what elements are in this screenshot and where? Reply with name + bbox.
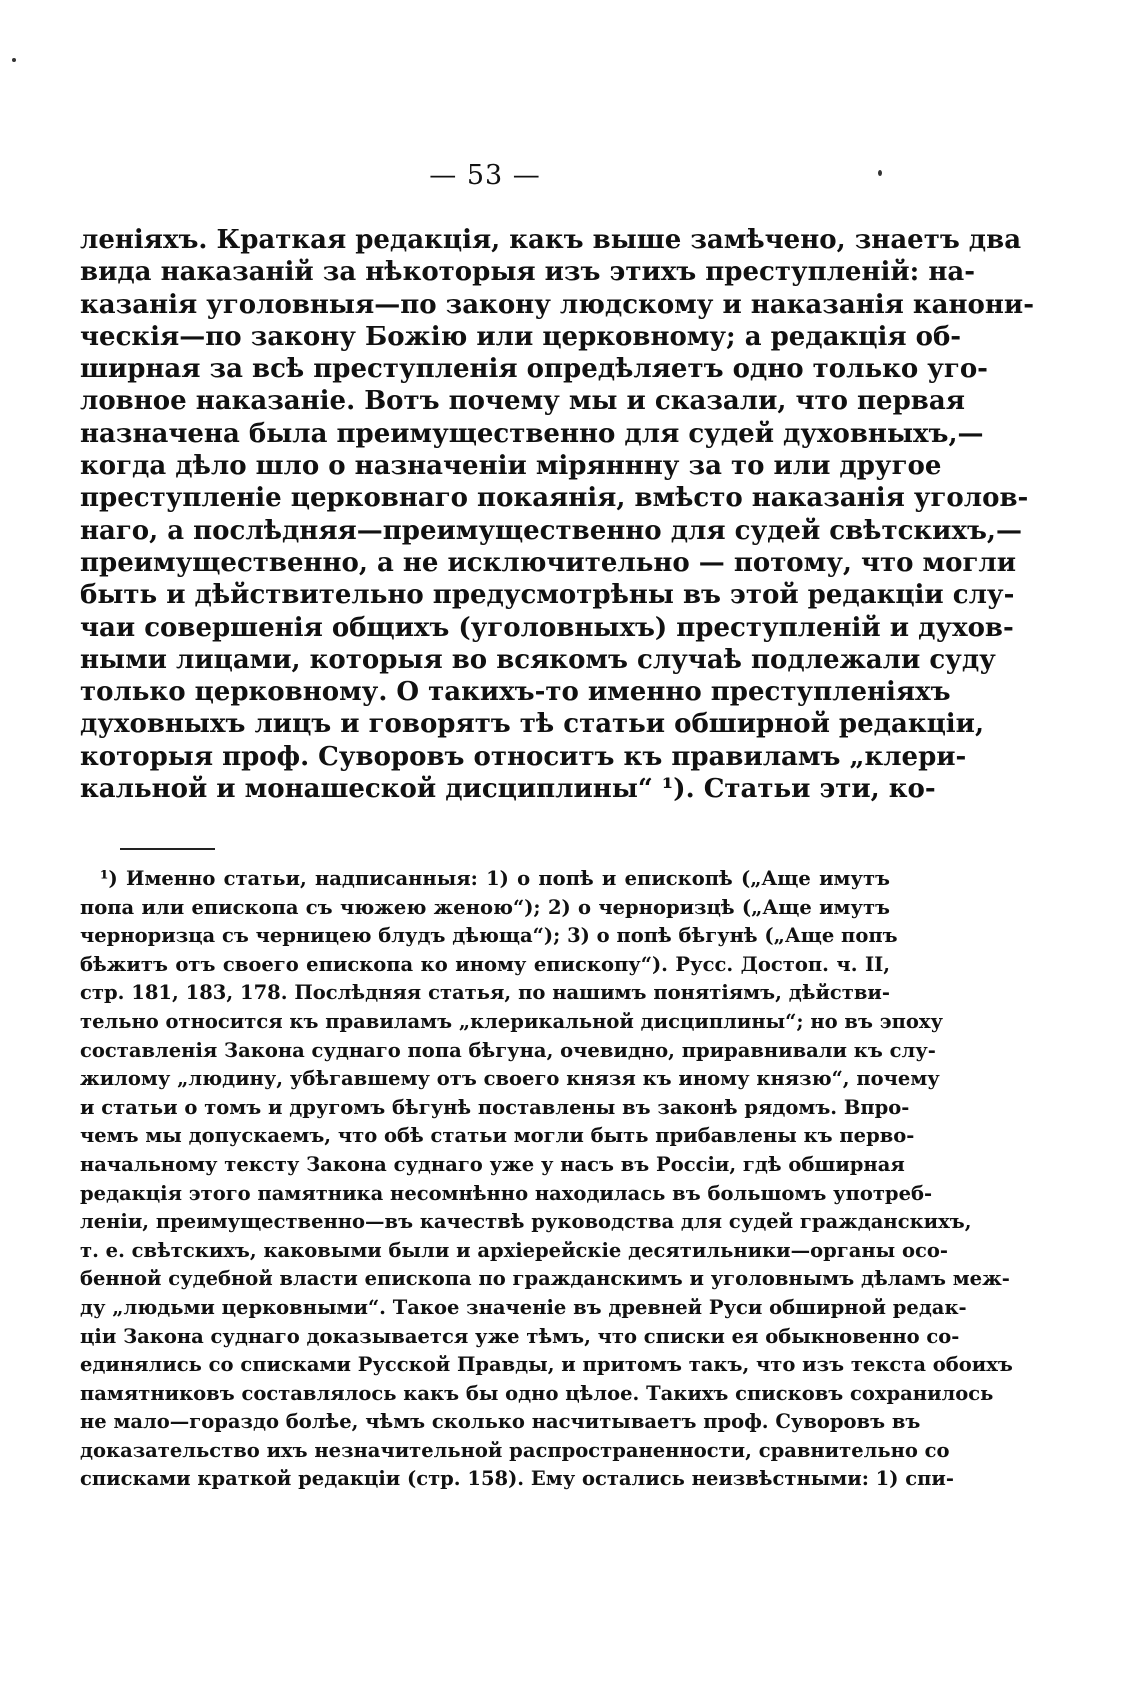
- footnote-line: ду „людьми церковными“. Такое значеніе въ древней Руси обширной редак-: [80, 1295, 967, 1319]
- page-number: — 53 —: [429, 160, 541, 191]
- footnote-line: начальному тексту Закона суднаго уже у насъ въ Россіи, гдѣ обширная: [80, 1152, 905, 1176]
- main-text-line: которыя проф. Суворовъ относитъ къ правиламъ „клери-: [80, 741, 967, 772]
- footnote-line: леніи, преимущественно—въ качествѣ руководства для судей гражданскихъ,: [80, 1210, 972, 1234]
- main-text-line: когда дѣло шло о назначеніи міряннну за то или другое: [80, 451, 942, 482]
- main-text-line: ловное наказаніе. Вотъ почему мы и сказали, что первая: [80, 386, 965, 417]
- main-text-line: быть и дѣйствительно предусмотрѣны въ этой редакціи слу-: [80, 580, 1015, 611]
- footnote-line: ціи Закона суднаго доказывается уже тѣмъ, что списки ея обыкновенно со-: [80, 1324, 960, 1348]
- main-text-line: кальной и монашеской дисциплины“ ¹). Статьи эти, ко-: [80, 774, 936, 805]
- footnote-line: и статьи о томъ и другомъ бѣгунѣ поставлены въ законѣ рядомъ. Впро-: [80, 1095, 910, 1119]
- footnote-line: редакція этого памятника несомнѣнно находилась въ большомъ употреб-: [80, 1181, 933, 1205]
- main-text-line: назначена была преимущественно для судей духовныхъ,—: [80, 418, 984, 449]
- footnote-separator: [120, 848, 215, 850]
- main-text-line: только церковному. О такихъ-то именно преступленіяхъ: [80, 677, 951, 708]
- footnote-line: стр. 181, 183, 178. Послѣдняя статья, по нашимъ понятіямъ, дѣйстви-: [80, 981, 890, 1005]
- footnote-line: составленія Закона суднаго попа бѣгуна, очевидно, приравнивали къ слу-: [80, 1038, 936, 1062]
- main-text-body: [80, 224, 1034, 805]
- footnote-line: жилому „людину, убѣгавшему отъ своего князя къ иному князю“, почему: [80, 1067, 940, 1091]
- main-text-line: чаи совершенія общихъ (уголовныхъ) преступленій и духов-: [80, 612, 1014, 643]
- main-text-line: духовныхъ лицъ и говорятъ тѣ статьи обширной редакціи,: [80, 709, 985, 740]
- footnote-line: тельно относится къ правиламъ „клерикальной дисциплины“; но въ эпоху: [80, 1009, 943, 1033]
- footnote-line: единялись со списками Русской Правды, и притомъ такъ, что изъ текста обоихъ: [80, 1353, 1013, 1377]
- footnote-line: бенной судебной власти епископа по гражданскимъ и уголовнымъ дѣламъ меж-: [80, 1267, 1010, 1291]
- main-text-line: ными лицами, которыя во всякомъ случаѣ подлежали суду: [80, 644, 996, 675]
- footnote-line: чемъ мы допускаемъ, что обѣ статьи могли быть прибавлены къ перво-: [80, 1124, 915, 1148]
- main-text-line: преимущественно, а не исключительно — потому, что могли: [80, 547, 1016, 578]
- footnote-line: ¹) Именно статьи, надписанныя: 1) о попѣ и епископѣ („Аще имутъ: [100, 867, 890, 890]
- main-text-line: наго, а послѣдняя—преимущественно для судей свѣтскихъ,—: [80, 515, 1022, 546]
- main-text-line: казанія уголовныя—по закону людскому и наказанія канони-: [80, 289, 1034, 320]
- footnote-line: бѣжитъ отъ своего епископа ко иному епископу“). Русс. Достоп. ч. II,: [80, 952, 890, 976]
- main-text-line: ширная за всѣ преступленія опредѣляетъ одно только уго-: [80, 354, 988, 385]
- footnote-line: т. е. свѣтскихъ, каковыми были и архіерейскіе десятильники—органы осо-: [80, 1238, 948, 1262]
- footnote-line: попа или епископа съ чюжею женою“); 2) о черноризцѣ („Аще имутъ: [80, 895, 890, 919]
- main-text-line: вида наказаній за нѣкоторыя изъ этихъ преступленій: на-: [80, 257, 975, 288]
- main-text-line: преступленіе церковнаго покаянія, вмѣсто наказанія уголов-: [80, 483, 1029, 514]
- footnote-line: не мало—гораздо болѣе, чѣмъ сколько насчитываетъ проф. Суворовъ въ: [80, 1410, 921, 1434]
- main-text-line: ческія—по закону Божію или церковному; а редакція об-: [80, 321, 962, 352]
- main-text-line: леніяхъ. Краткая редакція, какъ выше замѣчено, знаетъ два: [80, 225, 1022, 255]
- footnote-line: доказательство ихъ незначительной распространенности, сравнительно со: [80, 1438, 950, 1462]
- scan-speck-top-left: [12, 58, 16, 62]
- footnote-line: списками краткой редакціи (стр. 158). Ему остались неизвѣстными: 1) спи-: [80, 1467, 954, 1491]
- footnote-block: [80, 865, 1013, 1494]
- footnote-line: памятниковъ составлялось какъ бы одно цѣлое. Такихъ списковъ сохранилось: [80, 1381, 994, 1405]
- footnote-line: черноризца съ черницею блудъ дѣюща“); 3) о попѣ бѣгунѣ („Аще попъ: [80, 924, 898, 948]
